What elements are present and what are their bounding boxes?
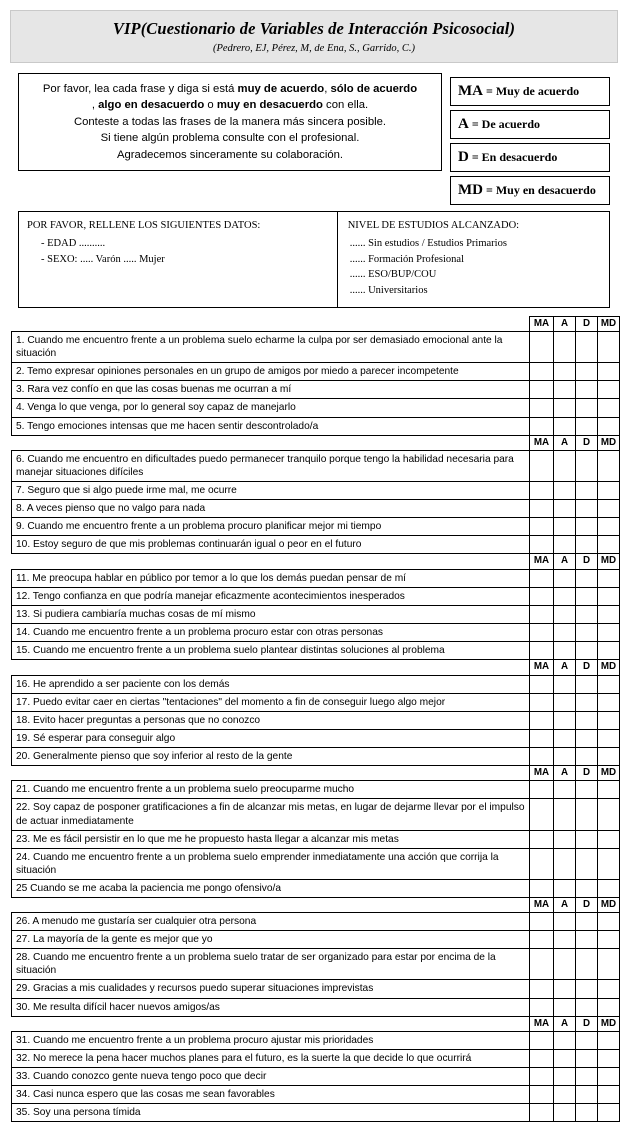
answer-cell-d[interactable] — [576, 569, 598, 587]
page-title: VIP(Cuestionario de Variables de Interacción Psicosocial) — [112, 19, 516, 38]
item-text: 18. Evito hacer preguntas a personas que no conozco — [12, 711, 530, 729]
column-header-d: D — [576, 435, 598, 451]
answer-cell-ma[interactable] — [530, 729, 554, 747]
table-row — [12, 587, 620, 605]
answer-cell-d[interactable] — [576, 606, 598, 624]
instr-1d: sólo de acuerdo — [330, 83, 418, 95]
item-text: 28. Cuando me encuentro frente a un problema suelo tratar de ser organizado para estar por encima de la situación — [12, 949, 530, 980]
column-header-md: MD — [598, 435, 620, 451]
table-row — [12, 980, 620, 998]
answer-cell-ma[interactable] — [530, 1032, 554, 1050]
header-spacer — [12, 1016, 530, 1032]
answer-cell-a[interactable] — [554, 980, 576, 998]
answer-cell-a[interactable] — [554, 729, 576, 747]
item-text: 1. Cuando me encuentro frente a un problema suelo echarme la culpa por ser demasiado emocional ante la situación — [12, 332, 530, 363]
answer-cell-md[interactable] — [598, 913, 620, 931]
table-row — [12, 675, 620, 693]
answer-cell-ma[interactable] — [530, 624, 554, 642]
upper-section — [18, 73, 610, 205]
column-header-md: MD — [598, 897, 620, 913]
item-text: 14. Cuando me encuentro frente a un problema procuro estar con otras personas — [12, 624, 530, 642]
answer-cell-a[interactable] — [554, 606, 576, 624]
instructions-line-3: Conteste a todas las frases de la manera más sincera posible. — [73, 115, 387, 128]
column-header-ma: MA — [530, 1016, 554, 1032]
answer-cell-d[interactable] — [576, 998, 598, 1016]
answer-cell-md[interactable] — [598, 848, 620, 879]
column-header-d: D — [576, 660, 598, 676]
answer-cell-md[interactable] — [598, 606, 620, 624]
answer-cell-d[interactable] — [576, 913, 598, 931]
answer-cell-a[interactable] — [554, 830, 576, 848]
item-text: 22. Soy capaz de posponer gratificaciones a fin de alcanzar mis metas, en lugar de dejarme llevar por el impulso de actuar inmediatamente — [12, 799, 530, 830]
answer-cell-md[interactable] — [598, 642, 620, 660]
item-text: 35. Soy una persona tímida — [12, 1104, 530, 1122]
answer-cell-ma[interactable] — [530, 1068, 554, 1086]
answer-cell-d[interactable] — [576, 931, 598, 949]
answer-cell-md[interactable] — [598, 729, 620, 747]
answer-cell-md[interactable] — [598, 1032, 620, 1050]
item-text: 17. Puedo evitar caer en ciertas "tentaciones" del momento a fin de conseguir luego algo mejor — [12, 693, 530, 711]
answer-cell-a[interactable] — [554, 500, 576, 518]
answer-cell-a[interactable] — [554, 399, 576, 417]
legend-code-d: D — [458, 149, 469, 165]
instr-2e: con ella. — [322, 99, 369, 112]
item-text: 27. La mayoría de la gente es mejor que yo — [12, 931, 530, 949]
answer-cell-ma[interactable] — [530, 931, 554, 949]
legend-text-ma: = Muy de acuerdo — [483, 84, 580, 98]
item-text: 8. A veces pienso que no valgo para nada — [12, 500, 530, 518]
column-header-md: MD — [598, 1016, 620, 1032]
answer-cell-md[interactable] — [598, 500, 620, 518]
table-row — [12, 1032, 620, 1050]
answer-cell-md[interactable] — [598, 1104, 620, 1122]
legend-row-ma — [450, 77, 610, 106]
answer-cell-md[interactable] — [598, 536, 620, 554]
item-text: 34. Casi nunca espero que las cosas me sean favorables — [12, 1086, 530, 1104]
table-row — [12, 1104, 620, 1122]
instr-2d: muy en desacuerdo — [216, 99, 323, 112]
answer-cell-ma[interactable] — [530, 949, 554, 980]
answer-cell-d[interactable] — [576, 1032, 598, 1050]
answer-cell-a[interactable] — [554, 747, 576, 765]
item-text: 21. Cuando me encuentro frente a un problema suelo preocuparme mucho — [12, 781, 530, 799]
table-row — [12, 624, 620, 642]
answer-cell-a[interactable] — [554, 1086, 576, 1104]
answer-cell-ma[interactable] — [530, 693, 554, 711]
answer-cell-ma[interactable] — [530, 363, 554, 381]
table-row — [12, 500, 620, 518]
answer-cell-ma[interactable] — [530, 381, 554, 399]
header-spacer — [12, 765, 530, 781]
answer-cell-md[interactable] — [598, 879, 620, 897]
answer-cell-a[interactable] — [554, 624, 576, 642]
column-header-row — [12, 660, 620, 676]
table-row — [12, 1050, 620, 1068]
answer-cell-md[interactable] — [598, 482, 620, 500]
column-header-d: D — [576, 554, 598, 570]
item-text: 20. Generalmente pienso que soy inferior al resto de la gente — [12, 747, 530, 765]
header-spacer — [12, 316, 530, 332]
answer-cell-a[interactable] — [554, 913, 576, 931]
answer-cell-ma[interactable] — [530, 913, 554, 931]
item-text: 24. Cuando me encuentro frente a un problema suelo emprender inmediatamente una acción que corrija la situación — [12, 848, 530, 879]
table-row — [12, 693, 620, 711]
column-header-row — [12, 1016, 620, 1032]
answer-cell-ma[interactable] — [530, 536, 554, 554]
table-row — [12, 711, 620, 729]
column-header-ma: MA — [530, 554, 554, 570]
instructions-box — [18, 73, 442, 171]
answer-cell-ma[interactable] — [530, 332, 554, 363]
authors-line: (Pedrero, EJ, Pérez, M, de Ena, S., Garrido, C.) — [212, 43, 416, 54]
personal-data-heading: POR FAVOR, RELLENE LOS SIGUIENTES DATOS: — [27, 220, 261, 231]
legend-text-a: = De acuerdo — [468, 117, 540, 131]
questionnaire-table — [11, 316, 620, 1122]
answer-cell-d[interactable] — [576, 417, 598, 435]
answer-cell-md[interactable] — [598, 518, 620, 536]
table-row — [12, 381, 620, 399]
answer-cell-a[interactable] — [554, 451, 576, 482]
answer-cell-ma[interactable] — [530, 642, 554, 660]
item-text: 19. Sé esperar para conseguir algo — [12, 729, 530, 747]
column-header-md: MD — [598, 316, 620, 332]
answer-cell-md[interactable] — [598, 980, 620, 998]
answer-cell-d[interactable] — [576, 781, 598, 799]
table-row — [12, 729, 620, 747]
column-header-ma: MA — [530, 435, 554, 451]
column-header-ma: MA — [530, 897, 554, 913]
answer-cell-a[interactable] — [554, 693, 576, 711]
table-row — [12, 1068, 620, 1086]
table-row — [12, 606, 620, 624]
answer-cell-a[interactable] — [554, 1104, 576, 1122]
table-row — [12, 931, 620, 949]
item-text: 11. Me preocupa hablar en público por temor a lo que los demás puedan pensar de mí — [12, 569, 530, 587]
instr-2b: algo en desacuerdo — [98, 99, 205, 112]
answer-cell-ma[interactable] — [530, 587, 554, 605]
column-header-row — [12, 897, 620, 913]
item-text: 13. Si pudiera cambiaría muchas cosas de mí mismo — [12, 606, 530, 624]
answer-cell-md[interactable] — [598, 399, 620, 417]
item-text: 16. He aprendido a ser paciente con los demás — [12, 675, 530, 693]
answer-cell-d[interactable] — [576, 482, 598, 500]
studies-box — [338, 211, 610, 308]
answer-cell-ma[interactable] — [530, 518, 554, 536]
column-header-a: A — [554, 1016, 576, 1032]
table-row — [12, 879, 620, 897]
studies-option-fp[interactable]: ...... Formación Profesional — [349, 253, 465, 265]
column-header-d: D — [576, 1016, 598, 1032]
header-spacer — [12, 435, 530, 451]
answer-cell-ma[interactable] — [530, 781, 554, 799]
answer-cell-md[interactable] — [598, 1086, 620, 1104]
column-header-a: A — [554, 660, 576, 676]
answer-cell-d[interactable] — [576, 848, 598, 879]
legend-code-a: A — [458, 116, 469, 132]
answer-cell-a[interactable] — [554, 363, 576, 381]
table-row — [12, 747, 620, 765]
column-header-a: A — [554, 435, 576, 451]
table-row — [12, 642, 620, 660]
answer-cell-d[interactable] — [576, 500, 598, 518]
answer-cell-ma[interactable] — [530, 998, 554, 1016]
answer-cell-md[interactable] — [598, 451, 620, 482]
table-row — [12, 536, 620, 554]
answer-cell-a[interactable] — [554, 1032, 576, 1050]
answer-cell-a[interactable] — [554, 931, 576, 949]
table-row — [12, 781, 620, 799]
answer-cell-md[interactable] — [598, 381, 620, 399]
item-text: 3. Rara vez confío en que las cosas buenas me ocurran a mí — [12, 381, 530, 399]
answer-cell-ma[interactable] — [530, 399, 554, 417]
column-header-md: MD — [598, 765, 620, 781]
item-text: 9. Cuando me encuentro frente a un problema procuro planificar mejor mi tiempo — [12, 518, 530, 536]
answer-cell-d[interactable] — [576, 332, 598, 363]
table-row — [12, 998, 620, 1016]
answer-cell-ma[interactable] — [530, 569, 554, 587]
table-row — [12, 399, 620, 417]
answer-cell-md[interactable] — [598, 675, 620, 693]
studies-option-eso[interactable]: ...... ESO/BUP/COU — [349, 269, 437, 281]
table-row — [12, 830, 620, 848]
column-header-a: A — [554, 897, 576, 913]
item-text: 15. Cuando me encuentro frente a un problema suelo plantear distintas soluciones al problema — [12, 642, 530, 660]
answer-cell-a[interactable] — [554, 417, 576, 435]
data-boxes — [18, 211, 610, 308]
column-header-d: D — [576, 897, 598, 913]
table-row — [12, 332, 620, 363]
item-text: 23. Me es fácil persistir en lo que me he propuesto hasta llegar a alcanzar mis metas — [12, 830, 530, 848]
answer-cell-d[interactable] — [576, 624, 598, 642]
legend-code-md: MD — [458, 182, 483, 198]
column-header-ma: MA — [530, 765, 554, 781]
answer-cell-md[interactable] — [598, 711, 620, 729]
answer-cell-d[interactable] — [576, 879, 598, 897]
column-header-d: D — [576, 316, 598, 332]
answer-cell-a[interactable] — [554, 848, 576, 879]
answer-cell-a[interactable] — [554, 1068, 576, 1086]
answer-cell-d[interactable] — [576, 451, 598, 482]
answer-cell-md[interactable] — [598, 998, 620, 1016]
answer-cell-md[interactable] — [598, 569, 620, 587]
answer-cell-md[interactable] — [598, 1068, 620, 1086]
item-text: 32. No merece la pena hacer muchos planes para el futuro, es la suerte la que decide lo que ocurrirá — [12, 1050, 530, 1068]
table-row — [12, 363, 620, 381]
answer-cell-a[interactable] — [554, 569, 576, 587]
instr-1a: Por favor, lea cada frase y diga si está — [42, 83, 238, 95]
column-header-a: A — [554, 316, 576, 332]
legend-row-d — [450, 143, 610, 172]
answer-cell-a[interactable] — [554, 675, 576, 693]
answer-cell-d[interactable] — [576, 1050, 598, 1068]
answer-cell-md[interactable] — [598, 799, 620, 830]
table-row — [12, 913, 620, 931]
answer-cell-a[interactable] — [554, 799, 576, 830]
answer-cell-md[interactable] — [598, 624, 620, 642]
answer-cell-ma[interactable] — [530, 1086, 554, 1104]
answer-cell-a[interactable] — [554, 518, 576, 536]
answer-cell-ma[interactable] — [530, 711, 554, 729]
answer-cell-d[interactable] — [576, 363, 598, 381]
answer-cell-d[interactable] — [576, 980, 598, 998]
answer-cell-ma[interactable] — [530, 482, 554, 500]
answer-cell-ma[interactable] — [530, 606, 554, 624]
answer-cell-d[interactable] — [576, 1104, 598, 1122]
scale-legend — [450, 77, 610, 205]
instr-1c: , — [324, 83, 331, 95]
column-header-ma: MA — [530, 316, 554, 332]
column-header-a: A — [554, 554, 576, 570]
header-spacer — [12, 554, 530, 570]
answer-cell-ma[interactable] — [530, 799, 554, 830]
answer-cell-d[interactable] — [576, 1068, 598, 1086]
answer-cell-a[interactable] — [554, 949, 576, 980]
answer-cell-a[interactable] — [554, 587, 576, 605]
table-row — [12, 451, 620, 482]
item-text: 2. Temo expresar opiniones personales en un grupo de amigos por miedo a parecer incompetente — [12, 363, 530, 381]
answer-cell-md[interactable] — [598, 949, 620, 980]
answer-cell-d[interactable] — [576, 536, 598, 554]
column-header-row — [12, 765, 620, 781]
answer-cell-d[interactable] — [576, 642, 598, 660]
answer-cell-ma[interactable] — [530, 451, 554, 482]
legend-text-d: = En desacuerdo — [468, 150, 558, 164]
item-text: 4. Venga lo que venga, por lo general soy capaz de manejarlo — [12, 399, 530, 417]
answer-cell-md[interactable] — [598, 931, 620, 949]
item-text: 33. Cuando conozco gente nueva tengo poco que decir — [12, 1068, 530, 1086]
instructions-line-4: Si tiene algún problema consulte con el profesional. — [100, 132, 360, 145]
studies-option-uni[interactable]: ...... Universitarios — [349, 285, 428, 296]
answer-cell-a[interactable] — [554, 642, 576, 660]
age-field[interactable]: - EDAD .......... — [41, 237, 106, 249]
answer-cell-a[interactable] — [554, 536, 576, 554]
answer-cell-a[interactable] — [554, 879, 576, 897]
personal-data-box — [18, 211, 338, 308]
title-banner — [10, 10, 618, 63]
answer-cell-d[interactable] — [576, 830, 598, 848]
answer-cell-d[interactable] — [576, 381, 598, 399]
legend-row-md — [450, 176, 610, 205]
instructions-line-1 — [27, 81, 433, 97]
column-header-md: MD — [598, 660, 620, 676]
item-text: 30. Me resulta difícil hacer nuevos amigos/as — [12, 998, 530, 1016]
instr-1b: muy de acuerdo — [237, 83, 325, 95]
answer-cell-md[interactable] — [598, 1050, 620, 1068]
table-row — [12, 417, 620, 435]
answer-cell-md[interactable] — [598, 693, 620, 711]
answer-cell-md[interactable] — [598, 363, 620, 381]
legend-row-a — [450, 110, 610, 139]
studies-option-primary[interactable]: ...... Sin estudios / Estudios Primarios — [349, 237, 507, 249]
answer-cell-a[interactable] — [554, 332, 576, 363]
answer-cell-d[interactable] — [576, 1086, 598, 1104]
answer-cell-ma[interactable] — [530, 848, 554, 879]
table-row — [12, 569, 620, 587]
answer-cell-ma[interactable] — [530, 1104, 554, 1122]
item-text: 25 Cuando se me acaba la paciencia me pongo ofensivo/a — [12, 879, 530, 897]
legend-code-ma: MA — [458, 83, 483, 99]
answer-cell-d[interactable] — [576, 675, 598, 693]
item-text: 31. Cuando me encuentro frente a un problema procuro ajustar mis prioridades — [12, 1032, 530, 1050]
answer-cell-d[interactable] — [576, 711, 598, 729]
table-row — [12, 848, 620, 879]
item-text: 26. A menudo me gustaría ser cualquier otra persona — [12, 913, 530, 931]
table-row — [12, 482, 620, 500]
item-text: 5. Tengo emociones intensas que me hacen sentir descontrolado/a — [12, 417, 530, 435]
answer-cell-md[interactable] — [598, 587, 620, 605]
answer-cell-d[interactable] — [576, 747, 598, 765]
answer-cell-d[interactable] — [576, 518, 598, 536]
answer-cell-md[interactable] — [598, 830, 620, 848]
answer-cell-ma[interactable] — [530, 675, 554, 693]
answer-cell-a[interactable] — [554, 482, 576, 500]
legend-text-md: = Muy en desacuerdo — [483, 183, 596, 197]
item-text: 29. Gracias a mis cualidades y recursos puedo superar situaciones imprevistas — [12, 980, 530, 998]
answer-cell-a[interactable] — [554, 1050, 576, 1068]
column-header-row — [12, 316, 620, 332]
column-header-ma: MA — [530, 660, 554, 676]
answer-cell-ma[interactable] — [530, 417, 554, 435]
table-row — [12, 949, 620, 980]
answer-cell-d[interactable] — [576, 949, 598, 980]
header-spacer — [12, 897, 530, 913]
answer-cell-a[interactable] — [554, 781, 576, 799]
answer-cell-ma[interactable] — [530, 500, 554, 518]
column-header-a: A — [554, 765, 576, 781]
answer-cell-a[interactable] — [554, 711, 576, 729]
answer-cell-md[interactable] — [598, 781, 620, 799]
item-text: 7. Seguro que si algo puede irme mal, me ocurre — [12, 482, 530, 500]
answer-cell-a[interactable] — [554, 381, 576, 399]
answer-cell-d[interactable] — [576, 693, 598, 711]
column-header-d: D — [576, 765, 598, 781]
instr-2a: , — [91, 99, 99, 112]
answer-cell-ma[interactable] — [530, 747, 554, 765]
item-text: 10. Estoy seguro de que mis problemas continuarán igual o peor en el futuro — [12, 536, 530, 554]
header-spacer — [12, 660, 530, 676]
answer-cell-d[interactable] — [576, 399, 598, 417]
answer-cell-ma[interactable] — [530, 879, 554, 897]
studies-heading: NIVEL DE ESTUDIOS ALCANZADO: — [347, 220, 520, 231]
instr-2c: o — [204, 99, 217, 112]
answer-cell-md[interactable] — [598, 747, 620, 765]
column-header-row — [12, 435, 620, 451]
answer-cell-md[interactable] — [598, 332, 620, 363]
sex-field[interactable]: - SEXO: ..... Varón ..... Mujer — [41, 253, 165, 265]
answer-cell-md[interactable] — [598, 417, 620, 435]
answer-cell-a[interactable] — [554, 998, 576, 1016]
answer-cell-ma[interactable] — [530, 980, 554, 998]
table-row — [12, 1086, 620, 1104]
instructions-line-5: Agradecemos sinceramente su colaboración. — [116, 148, 344, 161]
table-row — [12, 799, 620, 830]
instructions-line-2 — [27, 97, 433, 113]
item-text: 6. Cuando me encuentro en dificultades puedo permanecer tranquilo porque tengo la habilidad necesaria para manejar situaciones difíciles — [12, 451, 530, 482]
answer-cell-ma[interactable] — [530, 830, 554, 848]
column-header-md: MD — [598, 554, 620, 570]
answer-cell-d[interactable] — [576, 587, 598, 605]
answer-cell-ma[interactable] — [530, 1050, 554, 1068]
answer-cell-d[interactable] — [576, 799, 598, 830]
answer-cell-d[interactable] — [576, 729, 598, 747]
item-text: 12. Tengo confianza en que podría manejar eficazmente acontecimientos inesperados — [12, 587, 530, 605]
table-row — [12, 518, 620, 536]
column-header-row — [12, 554, 620, 570]
